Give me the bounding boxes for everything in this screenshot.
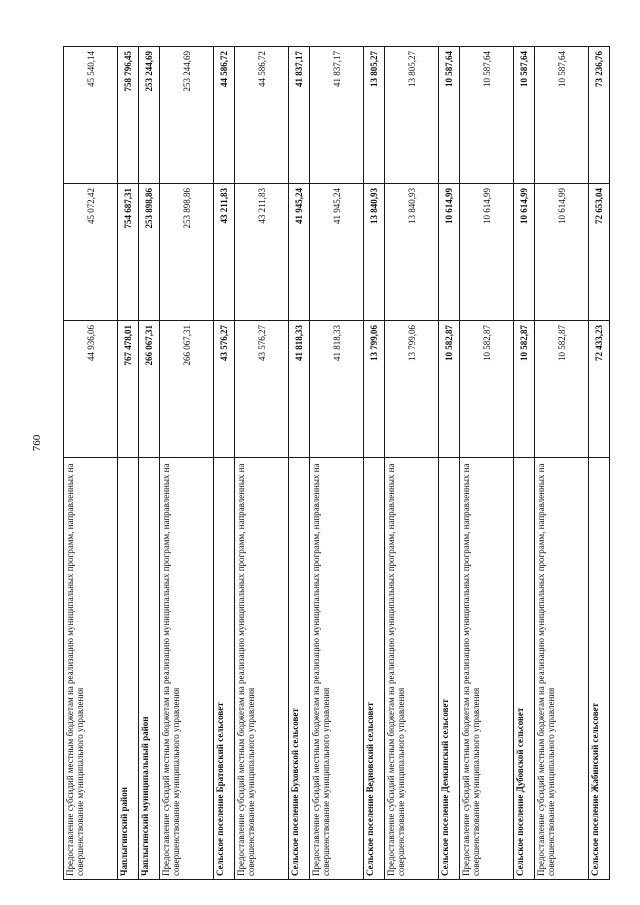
- cell-year-2: 10 614,99: [439, 184, 460, 321]
- cell-year-1: 72 433,23: [589, 321, 610, 458]
- cell-year-1: 266 067,31: [160, 321, 214, 458]
- table-row-subsidy: [460, 47, 514, 880]
- cell-year-1: 10 582,87: [439, 321, 460, 458]
- cell-name: Предоставление субсидий местным бюджетам на реализацию муниципальных программ, направленных на совершенствование муниципального управления: [160, 458, 214, 880]
- table-row-municipality: [289, 47, 310, 880]
- cell-year-2: 45 072,42: [64, 184, 118, 321]
- table-row-municipality: [118, 47, 139, 880]
- budget-table: [63, 46, 610, 880]
- cell-year-1: 10 582,87: [535, 321, 589, 458]
- cell-year-2: 41 945,24: [310, 184, 364, 321]
- table-body: [64, 47, 610, 880]
- cell-year-2: 10 614,99: [535, 184, 589, 321]
- cell-year-2: 253 898,86: [160, 184, 214, 321]
- cell-year-2: 10 614,99: [514, 184, 535, 321]
- rotated-table-container: [63, 47, 610, 880]
- cell-year-2: 43 211,83: [214, 184, 235, 321]
- cell-year-2: 754 687,31: [118, 184, 139, 321]
- page-number: 760: [31, 434, 43, 452]
- cell-year-3: 41 837,17: [310, 47, 364, 184]
- cell-year-3: 10 587,64: [535, 47, 589, 184]
- cell-year-1: 43 576,27: [214, 321, 235, 458]
- cell-year-1: 44 936,06: [64, 321, 118, 458]
- cell-year-3: 10 587,64: [460, 47, 514, 184]
- cell-year-3: 758 796,45: [118, 47, 139, 184]
- cell-year-3: 41 837,17: [289, 47, 310, 184]
- cell-year-3: 45 540,14: [64, 47, 118, 184]
- cell-year-1: 41 818,33: [289, 321, 310, 458]
- cell-year-3: 253 244,69: [139, 47, 160, 184]
- table-row-subsidy: [535, 47, 589, 880]
- cell-year-2: 72 653,04: [589, 184, 610, 321]
- table-row-municipality: [139, 47, 160, 880]
- cell-year-1: 266 067,31: [139, 321, 160, 458]
- cell-name: Сельское поселение Буховской сельсовет: [289, 458, 310, 880]
- cell-year-2: 43 211,83: [235, 184, 289, 321]
- cell-name: Чаплыгинский район: [118, 458, 139, 880]
- cell-year-1: 13 799,06: [385, 321, 439, 458]
- cell-year-1: 767 478,01: [118, 321, 139, 458]
- cell-year-2: 10 614,99: [460, 184, 514, 321]
- table-row-subsidy: [385, 47, 439, 880]
- cell-name: Предоставление субсидий местным бюджетам на реализацию муниципальных программ, направленных на совершенствование муниципального управления: [310, 458, 364, 880]
- cell-name: Чаплыгинский муниципальный район: [139, 458, 160, 880]
- cell-year-3: 10 587,64: [439, 47, 460, 184]
- cell-year-3: 44 586,72: [235, 47, 289, 184]
- table-row-municipality: [214, 47, 235, 880]
- table-row-municipality: [514, 47, 535, 880]
- cell-name: Сельское поселение Демкинский сельсовет: [439, 458, 460, 880]
- cell-year-3: 10 587,64: [514, 47, 535, 184]
- cell-year-3: 13 805,27: [385, 47, 439, 184]
- table-row-municipality: [364, 47, 385, 880]
- table-row-subsidy: [310, 47, 364, 880]
- cell-name: Предоставление субсидий местным бюджетам на реализацию муниципальных программ, направленных на совершенствование муниципального управления: [535, 458, 589, 880]
- cell-year-3: 253 244,69: [160, 47, 214, 184]
- cell-year-1: 43 576,27: [235, 321, 289, 458]
- cell-name: Сельское поселение Дубовской сельсовет: [514, 458, 535, 880]
- cell-year-1: 10 582,87: [460, 321, 514, 458]
- cell-name: Предоставление субсидий местным бюджетам на реализацию муниципальных программ, направленных на совершенствование муниципального управления: [235, 458, 289, 880]
- cell-year-1: 10 582,87: [514, 321, 535, 458]
- cell-year-1: 13 799,06: [364, 321, 385, 458]
- cell-year-2: 13 840,93: [364, 184, 385, 321]
- cell-name: Сельское поселение Жабинский сельсовет: [589, 458, 610, 880]
- cell-name: Сельское поселение Ведновский сельсовет: [364, 458, 385, 880]
- cell-name: Предоставление субсидий местным бюджетам на реализацию муниципальных программ, направленных на совершенствование муниципального управления: [460, 458, 514, 880]
- cell-year-2: 13 840,93: [385, 184, 439, 321]
- cell-year-2: 253 898,86: [139, 184, 160, 321]
- table-row-subsidy: [64, 47, 118, 880]
- table-row-municipality: [439, 47, 460, 880]
- table-row-municipality: [589, 47, 610, 880]
- cell-year-2: 41 945,24: [289, 184, 310, 321]
- cell-year-1: 41 818,33: [310, 321, 364, 458]
- cell-year-3: 13 805,27: [364, 47, 385, 184]
- table-row-subsidy: [235, 47, 289, 880]
- table-row-subsidy: [160, 47, 214, 880]
- cell-year-3: 44 586,72: [214, 47, 235, 184]
- cell-name: Предоставление субсидий местным бюджетам на реализацию муниципальных программ, направленных на совершенствование муниципального управления: [385, 458, 439, 880]
- cell-name: Сельское поселение Братовский сельсовет: [214, 458, 235, 880]
- cell-year-3: 73 236,76: [589, 47, 610, 184]
- cell-name: Предоставление субсидий местным бюджетам на реализацию муниципальных программ, направленных на совершенствование муниципального управления: [64, 458, 118, 880]
